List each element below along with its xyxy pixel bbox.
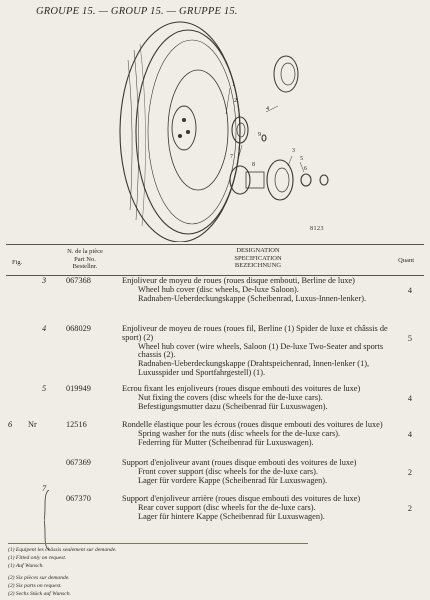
callout-8: 8 [252, 162, 255, 168]
header-fig: Fig. [12, 259, 23, 266]
callout-5: 5 [300, 156, 303, 162]
callout-2: 2 [234, 98, 237, 104]
cover-support-rear [230, 166, 250, 194]
row-group-brace [44, 490, 50, 550]
wheel-hub [172, 106, 196, 150]
header-quantity: Quant [398, 257, 414, 264]
footnote: (2) Sechs Stück auf Wunsch. [8, 591, 71, 598]
fixing-nut [301, 174, 311, 186]
hub-cover-wire [274, 56, 298, 92]
footnote: (2) Six pièces sur demande. [8, 574, 70, 581]
footnote: (2) Six parts on request. [8, 582, 62, 589]
figure-code: 8123 [310, 226, 324, 232]
callout-9: 9 [258, 132, 261, 138]
footnote: (1) Equipent les châssis seulement sur demande. [8, 547, 117, 553]
footnote: (1) Fitted only on request. [8, 555, 67, 562]
table-header [6, 244, 424, 276]
callout-6: 6 [304, 166, 307, 172]
page-header: GROUPE 15. — GROUP 15. — GRUPPE 15. [36, 6, 238, 17]
footnote: (1) Auf Wunsch. [8, 563, 44, 570]
header-designation: DESIGNATION SPECIFICATION BEZEICHNUNG [234, 247, 282, 269]
callout-4: 4 [266, 106, 269, 112]
header-part-number: N. de la pièce Part No. Bestellnr. [67, 248, 103, 270]
spring-washer [320, 175, 328, 185]
exploded-wheel-illustration [0, 20, 430, 242]
footnotes [8, 543, 308, 598]
callout-1: 1 [232, 82, 235, 88]
callout-3: 3 [292, 148, 295, 154]
callout-7: 7 [230, 154, 233, 160]
wheel-disc [168, 70, 228, 190]
